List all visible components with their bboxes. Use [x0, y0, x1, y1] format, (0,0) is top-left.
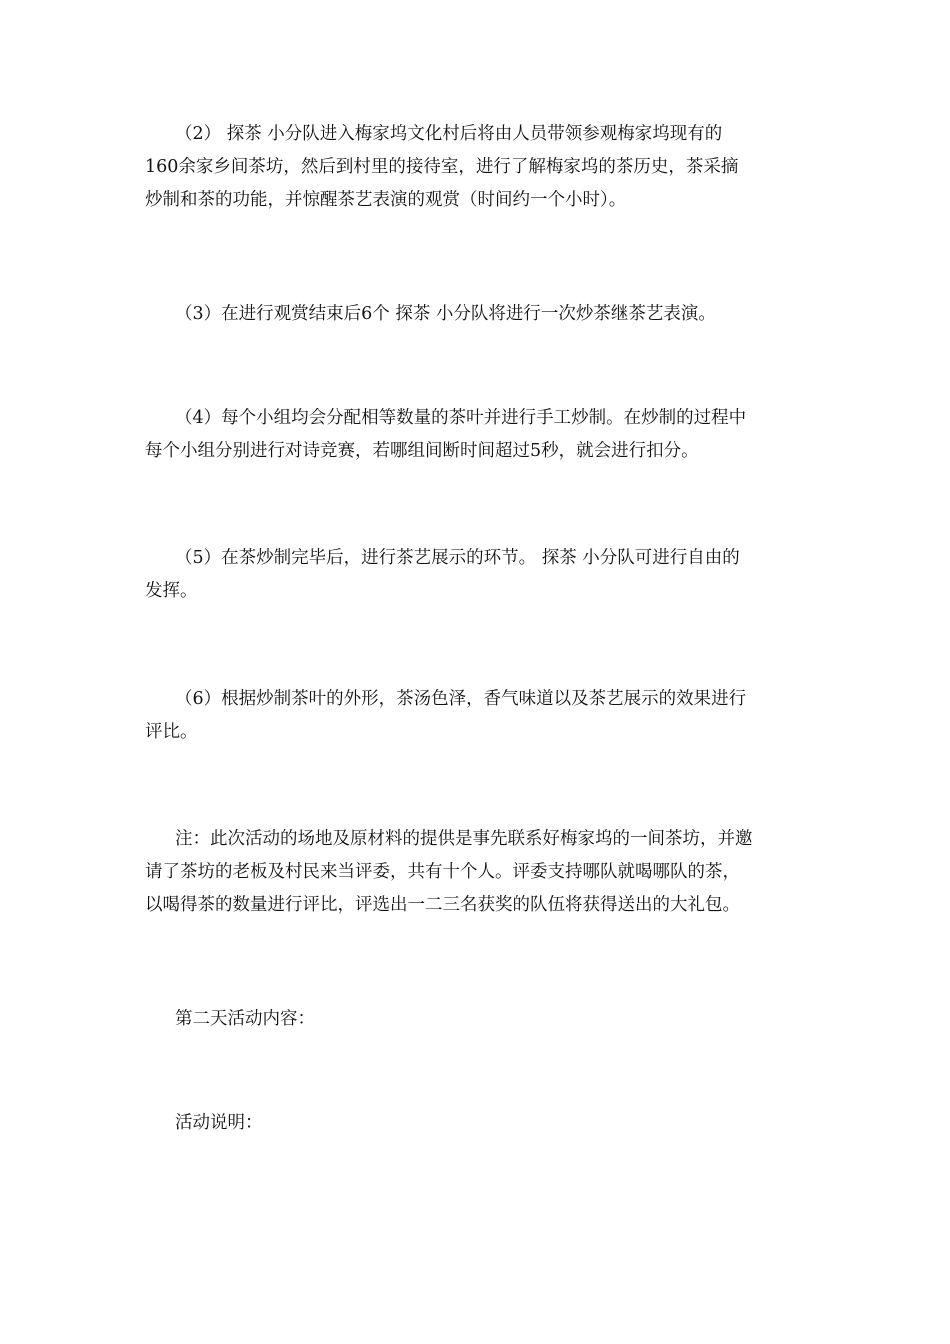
paragraph-line: （5）在茶炒制完毕后，进行茶艺展示的环节。 探茶 小分队可进行自由的	[175, 548, 740, 568]
paragraph-line: （2） 探茶 小分队进入梅家坞文化村后将由人员带领参观梅家坞现有的	[175, 124, 723, 144]
paragraph-line: 160余家乡间茶坊，然后到村里的接待室，进行了解梅家坞的茶历史，茶采摘	[145, 157, 739, 177]
paragraph-line: 注：此次活动的场地及原材料的提供是事先联系好梅家坞的一间茶坊，并邀	[175, 829, 753, 849]
paragraph-line: （6）根据炒制茶叶的外形，茶汤色泽，香气味道以及茶艺展示的效果进行	[175, 689, 747, 709]
activity-description-heading	[145, 1107, 810, 1140]
note-paragraph	[145, 823, 810, 922]
day-two-heading	[145, 1003, 810, 1036]
paragraph-line: 炒制和茶的功能，并惊醒茶艺表演的观赏（时间约一个小时）。	[145, 190, 627, 210]
paragraph-5	[145, 542, 810, 608]
paragraph-2	[145, 118, 810, 217]
paragraph-line: 评比。	[145, 722, 198, 742]
paragraph-line: 活动说明：	[175, 1113, 263, 1133]
paragraph-4	[145, 402, 810, 468]
paragraph-line: 请了茶坊的老板及村民来当评委，共有十个人。评委支持哪队就喝哪队的茶，	[145, 862, 740, 882]
paragraph-line: 第二天活动内容：	[175, 1009, 315, 1029]
paragraph-3	[145, 298, 810, 331]
paragraph-line: 发挥。	[145, 581, 198, 601]
paragraph-6	[145, 683, 810, 749]
paragraph-line: 以喝得茶的数量进行评比，评选出一二三名获奖的队伍将获得送出的大礼包。	[145, 895, 740, 915]
paragraph-line: （3）在进行观赏结束后6个 探茶 小分队将进行一次炒茶继茶艺表演。	[175, 304, 716, 324]
paragraph-line: （4）每个小组均会分配相等数量的茶叶并进行手工炒制。在炒制的过程中	[175, 408, 747, 428]
paragraph-line: 每个小组分别进行对诗竞赛，若哪组间断时间超过5秒，就会进行扣分。	[145, 441, 699, 461]
